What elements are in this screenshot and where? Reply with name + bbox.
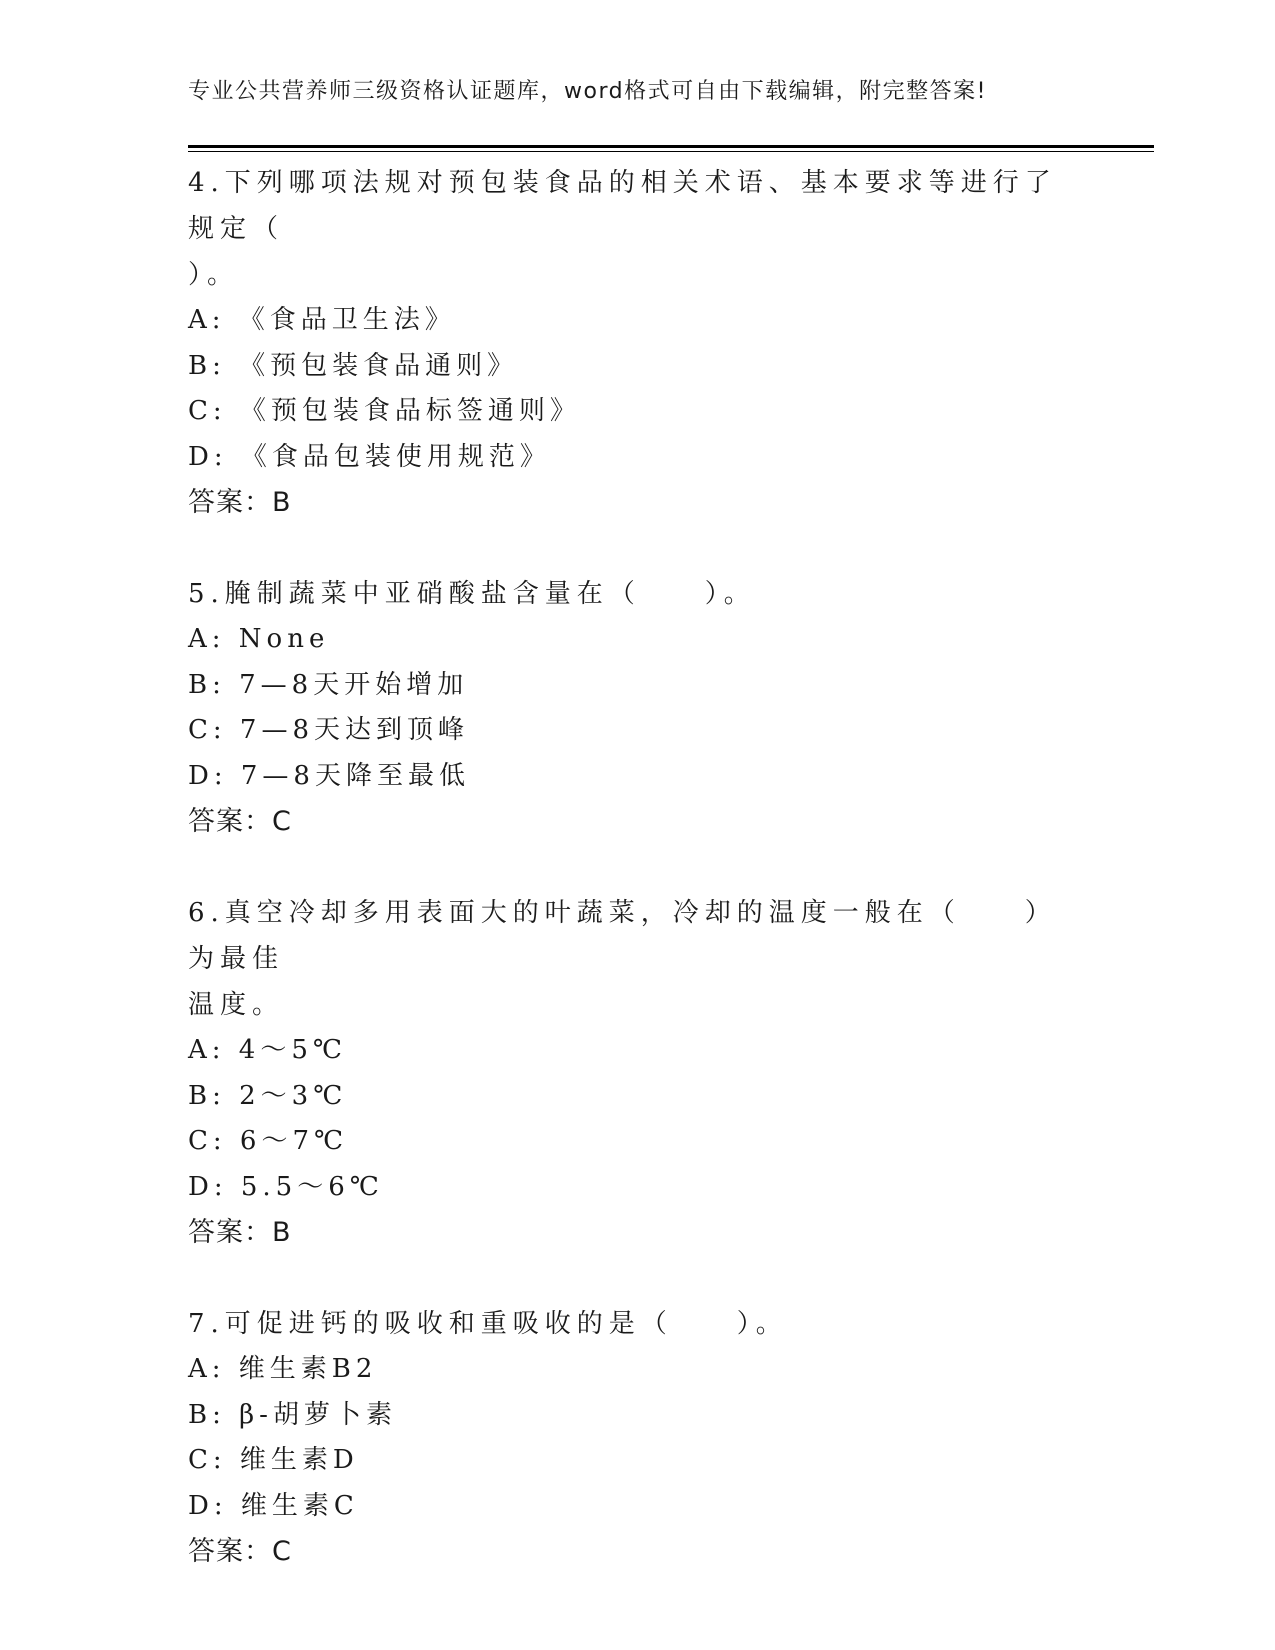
option-b: B: β-胡萝卜素 <box>188 1399 397 1430</box>
answer: 答案：C <box>188 806 292 837</box>
header-rule-thick <box>188 145 1154 148</box>
option-a: A: 4～5℃ <box>188 1035 347 1065</box>
option-b: B: 《预包装食品通则》 <box>188 350 519 381</box>
question-text: 4.下列哪项法规对预包装食品的相关术语、基本要求等进行了规定（ <box>188 168 1057 244</box>
page-header: 专业公共营养师三级资格认证题库，word格式可自由下载编辑，附完整答案! <box>188 79 987 104</box>
option-c: C: 维生素D <box>188 1445 359 1475</box>
answer: 答案：B <box>188 1217 292 1248</box>
question-list <box>188 160 1088 1620</box>
option-c: C: 7—8天达到顶峰 <box>188 715 470 745</box>
option-b: B: 2～3℃ <box>188 1080 348 1111</box>
header-rule-thin <box>188 151 1154 152</box>
option-b: B: 7—8天开始增加 <box>188 669 469 700</box>
answer: 答案：B <box>188 487 292 518</box>
option-c: C: 6～7℃ <box>188 1126 349 1156</box>
question-text: 6.真空冷却多用表面大的叶蔬菜，冷却的温度一般在（ ）为最佳 <box>188 898 1057 974</box>
question-5 <box>188 571 1088 844</box>
question-7 <box>188 1301 1088 1574</box>
option-a: A: 《食品卫生法》 <box>188 305 456 335</box>
option-c: C: 《预包装食品标签通则》 <box>188 396 581 426</box>
question-text-continued: 温度。 <box>188 990 285 1020</box>
question-6 <box>188 890 1088 1255</box>
question-text: 5.腌制蔬菜中亚硝酸盐含量在（ ）。 <box>188 579 756 609</box>
option-a: A: 维生素B2 <box>188 1354 378 1384</box>
option-d: D: 7—8天降至最低 <box>188 760 470 791</box>
option-d: D: 维生素C <box>188 1490 359 1521</box>
option-d: D: 《食品包装使用规范》 <box>188 441 551 472</box>
question-text: 7.可促进钙的吸收和重吸收的是（ ）。 <box>188 1309 788 1339</box>
option-a: A: None <box>188 624 330 654</box>
option-d: D: 5.5～6℃ <box>188 1171 384 1202</box>
question-text-continued: ）。 <box>188 260 240 290</box>
question-4 <box>188 160 1088 525</box>
answer: 答案：C <box>188 1536 292 1567</box>
